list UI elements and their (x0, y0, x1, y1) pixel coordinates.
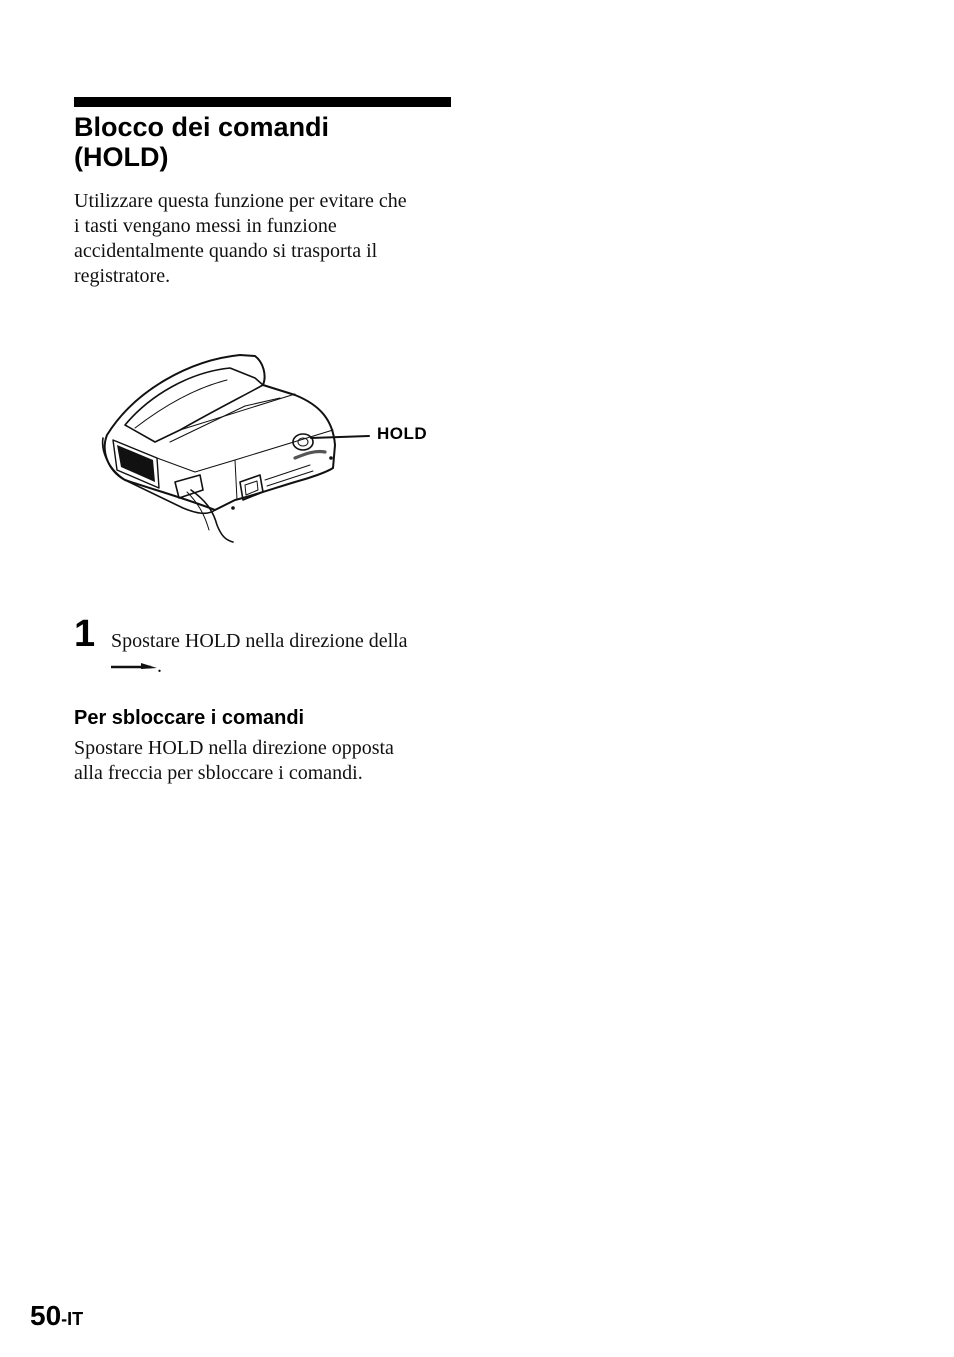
section-title-line-2: (HOLD) (74, 142, 169, 172)
step-text-line-2 (111, 654, 456, 679)
arrow-right-icon (111, 661, 157, 671)
step-text-line-1: Spostare HOLD nella direzione della (111, 630, 408, 652)
intro-line-2: i tasti vengano messi in funzione (74, 215, 337, 237)
step-number: 1 (74, 613, 96, 655)
intro-line-4: registratore. (74, 265, 171, 287)
page-number (30, 1300, 83, 1332)
unlock-line-1: Spostare HOLD nella direzione opposta (74, 737, 394, 759)
section-rule (74, 97, 451, 107)
unlock-paragraph (74, 736, 454, 786)
intro-line-3: accidentalmente quando si trasporta il (74, 240, 378, 262)
step-text (111, 629, 456, 679)
step-text-period: . (157, 655, 162, 677)
unlock-heading: Per sbloccare i comandi (74, 707, 305, 729)
recorder-illustration (95, 350, 440, 545)
hold-callout-label: HOLD (377, 424, 428, 443)
section-title-line-1: Blocco dei comandi (74, 112, 330, 142)
page-language-suffix: -IT (61, 1309, 84, 1329)
intro-line-1: Utilizzare questa funzione per evitare che (74, 190, 407, 212)
page-number-value: 50 (30, 1300, 62, 1331)
unlock-line-2: alla freccia per sbloccare i comandi. (74, 762, 363, 784)
intro-paragraph (74, 189, 454, 289)
section-title (74, 112, 454, 172)
